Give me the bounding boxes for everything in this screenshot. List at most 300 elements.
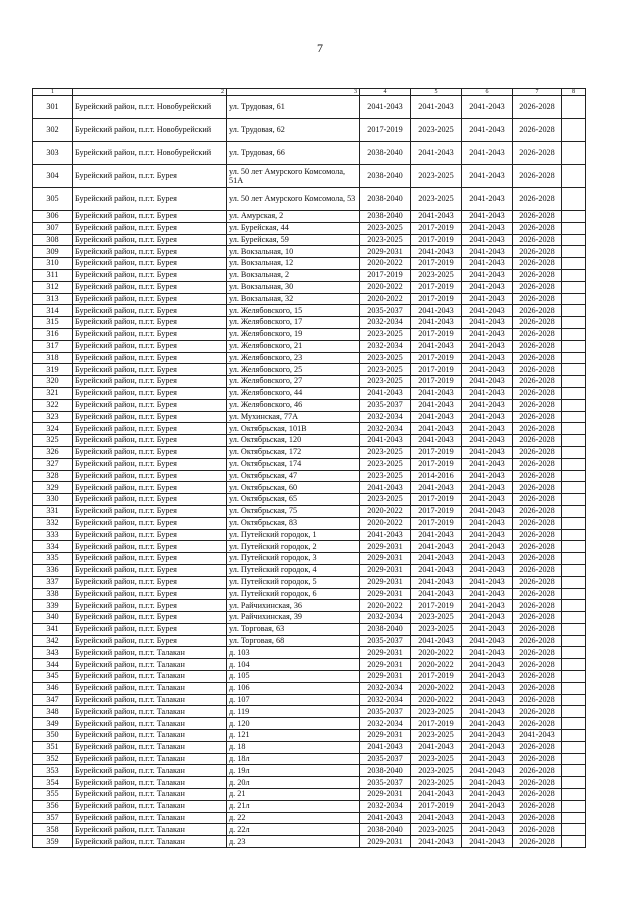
locality-cell: Бурейский район, п.г.т. Талакан xyxy=(73,765,227,777)
period-col7-cell: 2041-2043 xyxy=(513,730,562,742)
period-col6-cell: 2041-2043 xyxy=(462,188,513,211)
period-col7-cell: 2026-2028 xyxy=(513,411,562,423)
period-col7-cell: 2026-2028 xyxy=(513,553,562,565)
address-cell: д. 103 xyxy=(227,647,360,659)
locality-cell: Бурейский район, п.г.т. Бурея xyxy=(73,317,227,329)
address-cell: ул. Вокзальная, 32 xyxy=(227,293,360,305)
row-number: 322 xyxy=(33,399,73,411)
empty-col8-cell xyxy=(562,234,586,246)
table-row xyxy=(33,364,586,376)
locality-cell: Бурейский район, п.г.т. Бурея xyxy=(73,446,227,458)
empty-col8-cell xyxy=(562,188,586,211)
table-row xyxy=(33,576,586,588)
period-col5-cell: 2041-2043 xyxy=(411,635,462,647)
period-col4-cell: 2020-2022 xyxy=(360,505,411,517)
period-col5-cell: 2041-2043 xyxy=(411,423,462,435)
column-number: 6 xyxy=(462,89,513,96)
empty-col8-cell xyxy=(562,671,586,683)
locality-cell: Бурейский район, п.г.т. Бурея xyxy=(73,364,227,376)
period-col4-cell: 2041-2043 xyxy=(360,812,411,824)
period-col6-cell: 2041-2043 xyxy=(462,293,513,305)
period-col7-cell: 2026-2028 xyxy=(513,800,562,812)
table-row xyxy=(33,600,586,612)
period-col5-cell: 2023-2025 xyxy=(411,623,462,635)
row-number: 351 xyxy=(33,741,73,753)
address-cell: ул. Путейский городок, 5 xyxy=(227,576,360,588)
table-row xyxy=(33,376,586,388)
period-col5-cell: 2041-2043 xyxy=(411,435,462,447)
empty-col8-cell xyxy=(562,836,586,848)
period-col5-cell: 2023-2025 xyxy=(411,119,462,142)
address-cell: ул. Желябовского, 44 xyxy=(227,387,360,399)
empty-col8-cell xyxy=(562,564,586,576)
period-col7-cell: 2026-2028 xyxy=(513,269,562,281)
table-row xyxy=(33,706,586,718)
address-cell: д. 18л xyxy=(227,753,360,765)
locality-cell: Бурейский район, п.г.т. Бурея xyxy=(73,269,227,281)
locality-cell: Бурейский район, п.г.т. Талакан xyxy=(73,753,227,765)
period-col4-cell: 2029-2031 xyxy=(360,659,411,671)
period-col4-cell: 2041-2043 xyxy=(360,387,411,399)
locality-cell: Бурейский район, п.г.т. Бурея xyxy=(73,494,227,506)
table-row xyxy=(33,800,586,812)
period-col6-cell: 2041-2043 xyxy=(462,765,513,777)
period-col5-cell: 2020-2022 xyxy=(411,682,462,694)
period-col6-cell: 2041-2043 xyxy=(462,364,513,376)
row-number: 335 xyxy=(33,553,73,565)
period-col6-cell: 2041-2043 xyxy=(462,340,513,352)
period-col7-cell: 2026-2028 xyxy=(513,789,562,801)
period-col6-cell: 2041-2043 xyxy=(462,517,513,529)
address-cell: ул. Торговая, 68 xyxy=(227,635,360,647)
period-col4-cell: 2032-2034 xyxy=(360,423,411,435)
locality-cell: Бурейский район, п.г.т. Новобурейский xyxy=(73,142,227,165)
address-cell: ул. Октябрьская, 172 xyxy=(227,446,360,458)
empty-col8-cell xyxy=(562,789,586,801)
locality-cell: Бурейский район, п.г.т. Бурея xyxy=(73,458,227,470)
locality-cell: Бурейский район, п.г.т. Талакан xyxy=(73,836,227,848)
address-cell: ул. Желябовского, 25 xyxy=(227,364,360,376)
empty-col8-cell xyxy=(562,142,586,165)
period-col6-cell: 2041-2043 xyxy=(462,234,513,246)
table-row xyxy=(33,234,586,246)
table-row xyxy=(33,458,586,470)
period-col4-cell: 2038-2040 xyxy=(360,765,411,777)
period-col7-cell: 2026-2028 xyxy=(513,682,562,694)
row-number: 352 xyxy=(33,753,73,765)
locality-cell: Бурейский район, п.г.т. Талакан xyxy=(73,706,227,718)
period-col4-cell: 2020-2022 xyxy=(360,258,411,270)
table-row xyxy=(33,411,586,423)
period-col6-cell: 2041-2043 xyxy=(462,600,513,612)
period-col6-cell: 2041-2043 xyxy=(462,423,513,435)
empty-col8-cell xyxy=(562,281,586,293)
address-cell: ул. Октябрьская, 75 xyxy=(227,505,360,517)
column-number: 3 xyxy=(227,89,360,96)
address-cell: ул. Октябрьская, 83 xyxy=(227,517,360,529)
period-col5-cell: 2017-2019 xyxy=(411,718,462,730)
period-col4-cell: 2032-2034 xyxy=(360,317,411,329)
empty-col8-cell xyxy=(562,800,586,812)
table-row xyxy=(33,753,586,765)
period-col7-cell: 2026-2028 xyxy=(513,564,562,576)
empty-col8-cell xyxy=(562,741,586,753)
period-col7-cell: 2026-2028 xyxy=(513,446,562,458)
period-col5-cell: 2017-2019 xyxy=(411,258,462,270)
empty-col8-cell xyxy=(562,387,586,399)
table-row xyxy=(33,269,586,281)
column-number: 5 xyxy=(411,89,462,96)
empty-col8-cell xyxy=(562,458,586,470)
period-col4-cell: 2029-2031 xyxy=(360,541,411,553)
address-cell: д. 121 xyxy=(227,730,360,742)
empty-col8-cell xyxy=(562,612,586,624)
period-col5-cell: 2017-2019 xyxy=(411,446,462,458)
period-col4-cell: 2029-2031 xyxy=(360,564,411,576)
period-col6-cell: 2041-2043 xyxy=(462,659,513,671)
empty-col8-cell xyxy=(562,119,586,142)
period-col7-cell: 2026-2028 xyxy=(513,234,562,246)
row-number: 343 xyxy=(33,647,73,659)
period-col7-cell: 2026-2028 xyxy=(513,165,562,188)
row-number: 301 xyxy=(33,96,73,119)
address-cell: д. 106 xyxy=(227,682,360,694)
table-row xyxy=(33,741,586,753)
row-number: 340 xyxy=(33,612,73,624)
empty-col8-cell xyxy=(562,482,586,494)
period-col4-cell: 2032-2034 xyxy=(360,694,411,706)
table-row xyxy=(33,435,586,447)
period-col5-cell: 2017-2019 xyxy=(411,458,462,470)
period-col6-cell: 2041-2043 xyxy=(462,800,513,812)
empty-col8-cell xyxy=(562,470,586,482)
empty-col8-cell xyxy=(562,376,586,388)
period-col5-cell: 2041-2043 xyxy=(411,529,462,541)
empty-col8-cell xyxy=(562,765,586,777)
table-row xyxy=(33,671,586,683)
locality-cell: Бурейский район, п.г.т. Новобурейский xyxy=(73,96,227,119)
period-col4-cell: 2038-2040 xyxy=(360,188,411,211)
period-col6-cell: 2041-2043 xyxy=(462,718,513,730)
empty-col8-cell xyxy=(562,364,586,376)
table-row xyxy=(33,258,586,270)
period-col6-cell: 2041-2043 xyxy=(462,458,513,470)
table-row xyxy=(33,340,586,352)
empty-col8-cell xyxy=(562,824,586,836)
row-number: 354 xyxy=(33,777,73,789)
period-col6-cell: 2041-2043 xyxy=(462,222,513,234)
empty-col8-cell xyxy=(562,269,586,281)
locality-cell: Бурейский район, п.г.т. Талакан xyxy=(73,777,227,789)
period-col6-cell: 2041-2043 xyxy=(462,789,513,801)
period-col4-cell: 2029-2031 xyxy=(360,588,411,600)
empty-col8-cell xyxy=(562,718,586,730)
row-number: 356 xyxy=(33,800,73,812)
table-body xyxy=(33,96,586,848)
table-row xyxy=(33,659,586,671)
period-col5-cell: 2017-2019 xyxy=(411,234,462,246)
period-col5-cell: 2041-2043 xyxy=(411,836,462,848)
empty-col8-cell xyxy=(562,222,586,234)
period-col7-cell: 2026-2028 xyxy=(513,281,562,293)
period-col7-cell: 2026-2028 xyxy=(513,812,562,824)
locality-cell: Бурейский район, п.г.т. Бурея xyxy=(73,328,227,340)
period-col7-cell: 2026-2028 xyxy=(513,317,562,329)
column-number: 4 xyxy=(360,89,411,96)
empty-col8-cell xyxy=(562,211,586,223)
row-number: 331 xyxy=(33,505,73,517)
locality-cell: Бурейский район, п.г.т. Талакан xyxy=(73,812,227,824)
period-col4-cell: 2029-2031 xyxy=(360,836,411,848)
row-number: 313 xyxy=(33,293,73,305)
row-number: 326 xyxy=(33,446,73,458)
empty-col8-cell xyxy=(562,352,586,364)
period-col4-cell: 2029-2031 xyxy=(360,576,411,588)
period-col4-cell: 2023-2025 xyxy=(360,364,411,376)
period-col6-cell: 2041-2043 xyxy=(462,576,513,588)
period-col5-cell: 2041-2043 xyxy=(411,96,462,119)
locality-cell: Бурейский район, п.г.т. Бурея xyxy=(73,222,227,234)
locality-cell: Бурейский район, п.г.т. Бурея xyxy=(73,517,227,529)
row-number: 310 xyxy=(33,258,73,270)
row-number: 327 xyxy=(33,458,73,470)
empty-col8-cell xyxy=(562,435,586,447)
locality-cell: Бурейский район, п.г.т. Бурея xyxy=(73,340,227,352)
period-col6-cell: 2041-2043 xyxy=(462,635,513,647)
period-col5-cell: 2041-2043 xyxy=(411,411,462,423)
period-col7-cell: 2026-2028 xyxy=(513,659,562,671)
period-col7-cell: 2026-2028 xyxy=(513,470,562,482)
period-col6-cell: 2041-2043 xyxy=(462,824,513,836)
period-col7-cell: 2026-2028 xyxy=(513,600,562,612)
period-col6-cell: 2041-2043 xyxy=(462,435,513,447)
period-col5-cell: 2023-2025 xyxy=(411,269,462,281)
row-number: 344 xyxy=(33,659,73,671)
column-number: 1 xyxy=(33,89,73,96)
address-cell: ул. Путейский городок, 1 xyxy=(227,529,360,541)
row-number: 320 xyxy=(33,376,73,388)
period-col7-cell: 2026-2028 xyxy=(513,364,562,376)
address-cell: д. 21л xyxy=(227,800,360,812)
address-cell: ул. Октябрьская, 47 xyxy=(227,470,360,482)
period-col7-cell: 2026-2028 xyxy=(513,96,562,119)
period-col6-cell: 2041-2043 xyxy=(462,387,513,399)
period-col4-cell: 2023-2025 xyxy=(360,222,411,234)
empty-col8-cell xyxy=(562,328,586,340)
period-col4-cell: 2038-2040 xyxy=(360,623,411,635)
table-row xyxy=(33,482,586,494)
empty-col8-cell xyxy=(562,340,586,352)
period-col6-cell: 2041-2043 xyxy=(462,541,513,553)
address-cell: ул. Желябовского, 15 xyxy=(227,305,360,317)
period-col5-cell: 2017-2019 xyxy=(411,293,462,305)
table-row xyxy=(33,777,586,789)
column-number-header-row xyxy=(33,89,586,96)
table-row xyxy=(33,564,586,576)
period-col7-cell: 2026-2028 xyxy=(513,482,562,494)
period-col6-cell: 2041-2043 xyxy=(462,317,513,329)
row-number: 353 xyxy=(33,765,73,777)
locality-cell: Бурейский район, п.г.т. Бурея xyxy=(73,211,227,223)
row-number: 302 xyxy=(33,119,73,142)
table-row xyxy=(33,246,586,258)
period-col7-cell: 2026-2028 xyxy=(513,435,562,447)
row-number: 303 xyxy=(33,142,73,165)
period-col4-cell: 2038-2040 xyxy=(360,142,411,165)
period-col5-cell: 2017-2019 xyxy=(411,671,462,683)
period-col7-cell: 2026-2028 xyxy=(513,399,562,411)
address-cell: д. 104 xyxy=(227,659,360,671)
locality-cell: Бурейский район, п.г.т. Бурея xyxy=(73,246,227,258)
row-number: 305 xyxy=(33,188,73,211)
period-col7-cell: 2026-2028 xyxy=(513,505,562,517)
locality-cell: Бурейский район, п.г.т. Бурея xyxy=(73,576,227,588)
period-col6-cell: 2041-2043 xyxy=(462,470,513,482)
period-col4-cell: 2032-2034 xyxy=(360,800,411,812)
empty-col8-cell xyxy=(562,423,586,435)
locality-cell: Бурейский район, п.г.т. Бурея xyxy=(73,435,227,447)
locality-cell: Бурейский район, п.г.т. Бурея xyxy=(73,293,227,305)
period-col6-cell: 2041-2043 xyxy=(462,352,513,364)
period-col7-cell: 2026-2028 xyxy=(513,305,562,317)
locality-cell: Бурейский район, п.г.т. Бурея xyxy=(73,234,227,246)
period-col4-cell: 2035-2037 xyxy=(360,305,411,317)
period-col4-cell: 2038-2040 xyxy=(360,824,411,836)
row-number: 316 xyxy=(33,328,73,340)
period-col5-cell: 2017-2019 xyxy=(411,281,462,293)
table-row xyxy=(33,494,586,506)
address-cell: ул. Путейский городок, 3 xyxy=(227,553,360,565)
empty-col8-cell xyxy=(562,293,586,305)
period-col4-cell: 2029-2031 xyxy=(360,647,411,659)
period-col6-cell: 2041-2043 xyxy=(462,411,513,423)
empty-col8-cell xyxy=(562,600,586,612)
period-col5-cell: 2041-2043 xyxy=(411,541,462,553)
locality-cell: Бурейский район, п.г.т. Бурея xyxy=(73,564,227,576)
locality-cell: Бурейский район, п.г.т. Талакан xyxy=(73,659,227,671)
period-col5-cell: 2023-2025 xyxy=(411,765,462,777)
row-number: 321 xyxy=(33,387,73,399)
locality-cell: Бурейский район, п.г.т. Талакан xyxy=(73,718,227,730)
period-col4-cell: 2032-2034 xyxy=(360,718,411,730)
period-col7-cell: 2026-2028 xyxy=(513,211,562,223)
period-col7-cell: 2026-2028 xyxy=(513,836,562,848)
period-col6-cell: 2041-2043 xyxy=(462,671,513,683)
address-cell: ул. Бурейская, 44 xyxy=(227,222,360,234)
table-row xyxy=(33,718,586,730)
period-col4-cell: 2020-2022 xyxy=(360,281,411,293)
period-col6-cell: 2041-2043 xyxy=(462,588,513,600)
period-col5-cell: 2041-2043 xyxy=(411,142,462,165)
period-col4-cell: 2041-2043 xyxy=(360,529,411,541)
period-col7-cell: 2026-2028 xyxy=(513,494,562,506)
period-col6-cell: 2041-2043 xyxy=(462,553,513,565)
period-col7-cell: 2026-2028 xyxy=(513,458,562,470)
table-row xyxy=(33,529,586,541)
locality-cell: Бурейский район, п.г.т. Бурея xyxy=(73,600,227,612)
period-col7-cell: 2026-2028 xyxy=(513,328,562,340)
empty-col8-cell xyxy=(562,411,586,423)
empty-col8-cell xyxy=(562,812,586,824)
period-col4-cell: 2035-2037 xyxy=(360,706,411,718)
empty-col8-cell xyxy=(562,635,586,647)
address-cell: д. 119 xyxy=(227,706,360,718)
period-col7-cell: 2026-2028 xyxy=(513,340,562,352)
address-cell: д. 22л xyxy=(227,824,360,836)
locality-cell: Бурейский район, п.г.т. Бурея xyxy=(73,529,227,541)
address-cell: ул. Трудовая, 62 xyxy=(227,119,360,142)
period-col4-cell: 2023-2025 xyxy=(360,494,411,506)
period-col4-cell: 2023-2025 xyxy=(360,376,411,388)
empty-col8-cell xyxy=(562,505,586,517)
table-row xyxy=(33,188,586,211)
period-col6-cell: 2041-2043 xyxy=(462,269,513,281)
period-col4-cell: 2032-2034 xyxy=(360,411,411,423)
row-number: 345 xyxy=(33,671,73,683)
period-col7-cell: 2026-2028 xyxy=(513,119,562,142)
period-col5-cell: 2014-2016 xyxy=(411,470,462,482)
row-number: 309 xyxy=(33,246,73,258)
period-col4-cell: 2023-2025 xyxy=(360,458,411,470)
table-row xyxy=(33,635,586,647)
period-col6-cell: 2041-2043 xyxy=(462,505,513,517)
period-col6-cell: 2041-2043 xyxy=(462,741,513,753)
period-col7-cell: 2026-2028 xyxy=(513,258,562,270)
period-col5-cell: 2041-2043 xyxy=(411,211,462,223)
period-col7-cell: 2026-2028 xyxy=(513,777,562,789)
address-cell: ул. Октябрьская, 65 xyxy=(227,494,360,506)
address-cell: ул. Желябовского, 17 xyxy=(227,317,360,329)
period-col4-cell: 2029-2031 xyxy=(360,553,411,565)
address-cell: ул. Октябрьская, 60 xyxy=(227,482,360,494)
address-cell: ул. Октябрьская, 174 xyxy=(227,458,360,470)
table-row xyxy=(33,682,586,694)
empty-col8-cell xyxy=(562,576,586,588)
locality-cell: Бурейский район, п.г.т. Бурея xyxy=(73,423,227,435)
address-cell: ул. Трудовая, 61 xyxy=(227,96,360,119)
table-row xyxy=(33,623,586,635)
empty-col8-cell xyxy=(562,659,586,671)
period-col4-cell: 2041-2043 xyxy=(360,435,411,447)
period-col4-cell: 2023-2025 xyxy=(360,234,411,246)
address-cell: ул. Вокзальная, 30 xyxy=(227,281,360,293)
row-number: 318 xyxy=(33,352,73,364)
locality-cell: Бурейский район, п.г.т. Бурея xyxy=(73,376,227,388)
table-row xyxy=(33,142,586,165)
row-number: 317 xyxy=(33,340,73,352)
period-col7-cell: 2026-2028 xyxy=(513,188,562,211)
address-cell: ул. Путейский городок, 4 xyxy=(227,564,360,576)
locality-cell: Бурейский район, п.г.т. Бурея xyxy=(73,387,227,399)
locality-cell: Бурейский район, п.г.т. Бурея xyxy=(73,281,227,293)
period-col6-cell: 2041-2043 xyxy=(462,399,513,411)
period-col5-cell: 2041-2043 xyxy=(411,588,462,600)
column-number: 7 xyxy=(513,89,562,96)
locality-cell: Бурейский район, п.г.т. Бурея xyxy=(73,612,227,624)
locality-cell: Бурейский район, п.г.т. Бурея xyxy=(73,623,227,635)
table-row xyxy=(33,541,586,553)
row-number: 324 xyxy=(33,423,73,435)
period-col5-cell: 2017-2019 xyxy=(411,328,462,340)
row-number: 337 xyxy=(33,576,73,588)
period-col4-cell: 2038-2040 xyxy=(360,211,411,223)
period-col5-cell: 2017-2019 xyxy=(411,352,462,364)
row-number: 357 xyxy=(33,812,73,824)
period-col4-cell: 2029-2031 xyxy=(360,246,411,258)
period-col6-cell: 2041-2043 xyxy=(462,612,513,624)
period-col6-cell: 2041-2043 xyxy=(462,812,513,824)
period-col7-cell: 2026-2028 xyxy=(513,576,562,588)
